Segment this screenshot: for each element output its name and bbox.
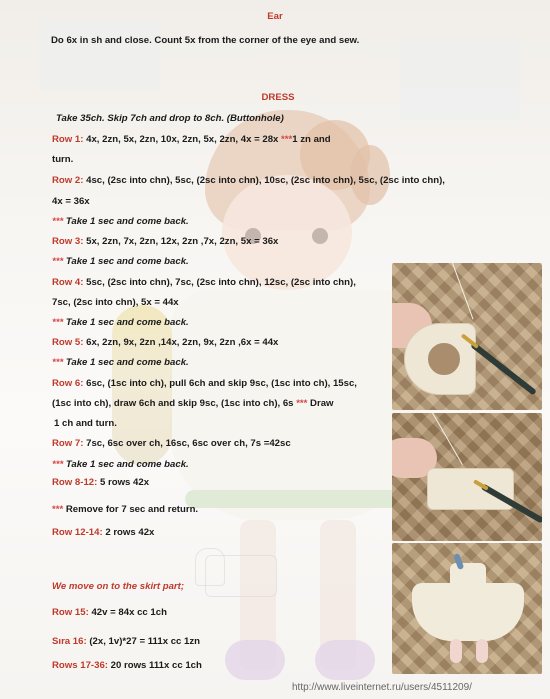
ear-heading: Ear (267, 11, 283, 22)
row-label: Row 4: (52, 277, 84, 288)
row-text: 42v = 84x cc 1ch (91, 607, 167, 618)
row-text: Draw (307, 398, 334, 409)
row-label: Row 1: (52, 134, 84, 145)
row-text: 5sc, (2sc into chn), 7sc, (2sc into chn), 12sc, (2sc into chn), (86, 277, 356, 288)
stars-marker: *** (52, 504, 64, 515)
source-watermark: http://www.liveinternet.ru/users/4511209/ (292, 682, 472, 693)
doll-skirt-photo (392, 543, 542, 674)
note (52, 216, 189, 228)
stars-marker: *** (52, 317, 64, 328)
note (52, 317, 189, 329)
note-text: Take 1 sec and come back. (63, 256, 189, 267)
note-text: Take 1 sec and come back. (63, 459, 189, 470)
row-label: Row 2: (52, 175, 84, 186)
stars-marker: *** (296, 398, 308, 409)
row-text: (1sc into ch), draw 6ch and skip 9sc, (1sc into ch), 6s (52, 398, 297, 409)
background-window (400, 40, 520, 120)
row-label: Row 12-14: (52, 527, 103, 538)
row-2 (52, 175, 445, 187)
ear-instruction: Do 6x in sh and close. Count 5x from the corner of the eye and sew. (51, 35, 360, 46)
row-7 (52, 438, 291, 450)
row-6 (52, 378, 357, 390)
row-1-continued: turn. (52, 154, 74, 165)
row-text: 6sc, (1sc into ch), pull 6ch and skip 9sc, (1sc into ch), 15sc, (86, 378, 357, 389)
note-text: Remove for 7 sec and return. (63, 504, 199, 515)
row-1 (52, 134, 331, 146)
row-text: (2x, 1v)*27 = 111x cc 1zn (89, 636, 201, 647)
row-text: 7sc, 6sc over ch, 16sc, 6sc over ch, 7s =42sc (86, 438, 291, 449)
stars-marker: *** (52, 256, 64, 267)
note (52, 357, 189, 369)
doll-eye-image (312, 228, 328, 244)
row-label: Row 5: (52, 337, 84, 348)
rows-17-36 (52, 660, 202, 672)
crochet-photo-1 (392, 263, 542, 410)
background-sketch (195, 548, 225, 586)
stars-marker: *** (52, 357, 64, 368)
stars-marker: *** (281, 134, 293, 145)
row-text: 5 rows 42x (97, 477, 150, 488)
row-16 (52, 636, 200, 648)
row-12-14 (52, 527, 154, 539)
row-15 (52, 607, 167, 619)
row-text: 20 rows 111x cc 1ch (110, 660, 202, 671)
doll-face-image (222, 175, 352, 290)
row-6-continued (52, 398, 334, 410)
note-text: Take 1 sec and come back. (63, 317, 189, 328)
row-text: 1 zn and (292, 134, 331, 145)
row-8-12 (52, 477, 149, 489)
skirt-heading: We move on to the skirt part; (52, 581, 185, 592)
note-text: Take 1 sec and come back. (63, 357, 189, 368)
row-4 (52, 277, 356, 289)
row-text: 4sc, (2sc into chn), 5sc, (2sc into chn), 10sc, (2sc into chn), 5sc, (2sc into chn), (86, 175, 445, 186)
note (52, 504, 198, 516)
row-text: 2 rows 42x (102, 527, 155, 538)
dress-ruffle-image (185, 490, 405, 508)
row-label: Row 3: (52, 236, 84, 247)
row-label: Rows 17-36: (52, 660, 108, 671)
stars-marker: *** (52, 459, 64, 470)
row-label: Row 6: (52, 378, 84, 389)
row-label: Row 15: (52, 607, 89, 618)
dress-intro: Take 35ch. Skip 7ch and drop to 8ch. (Buttonhole) (56, 113, 284, 124)
crochet-photo-2 (392, 413, 542, 541)
row-3 (52, 236, 278, 248)
stars-marker: *** (52, 216, 64, 227)
row-text: 4x, 2zn, 5x, 2zn, 10x, 2zn, 5x, 2zn, 4x = 28x (86, 134, 282, 145)
row-2-continued: 4x = 36x (52, 196, 90, 207)
note (52, 256, 189, 268)
doll-shoe-image (315, 640, 375, 680)
row-label: Row 8-12: (52, 477, 98, 488)
row-text: 6x, 2zn, 9x, 2zn ,14x, 2zn, 9x, 2zn ,6x = 44x (86, 337, 279, 348)
background-window (40, 20, 160, 90)
row-text: 5x, 2zn, 7x, 2zn, 12x, 2zn ,7x, 2zn, 5x = 36x (86, 236, 279, 247)
row-label: Row 7: (52, 438, 84, 449)
dress-heading: DRESS (261, 92, 295, 103)
row-4-continued: 7sc, (2sc into chn), 5x = 44x (52, 297, 179, 308)
row-5 (52, 337, 278, 349)
doll-shoe-image (225, 640, 285, 680)
row-label: Sıra 16: (52, 636, 87, 647)
row-6-continued-2: 1 ch and turn. (54, 418, 117, 429)
note (52, 459, 189, 471)
note-text: Take 1 sec and come back. (63, 216, 189, 227)
